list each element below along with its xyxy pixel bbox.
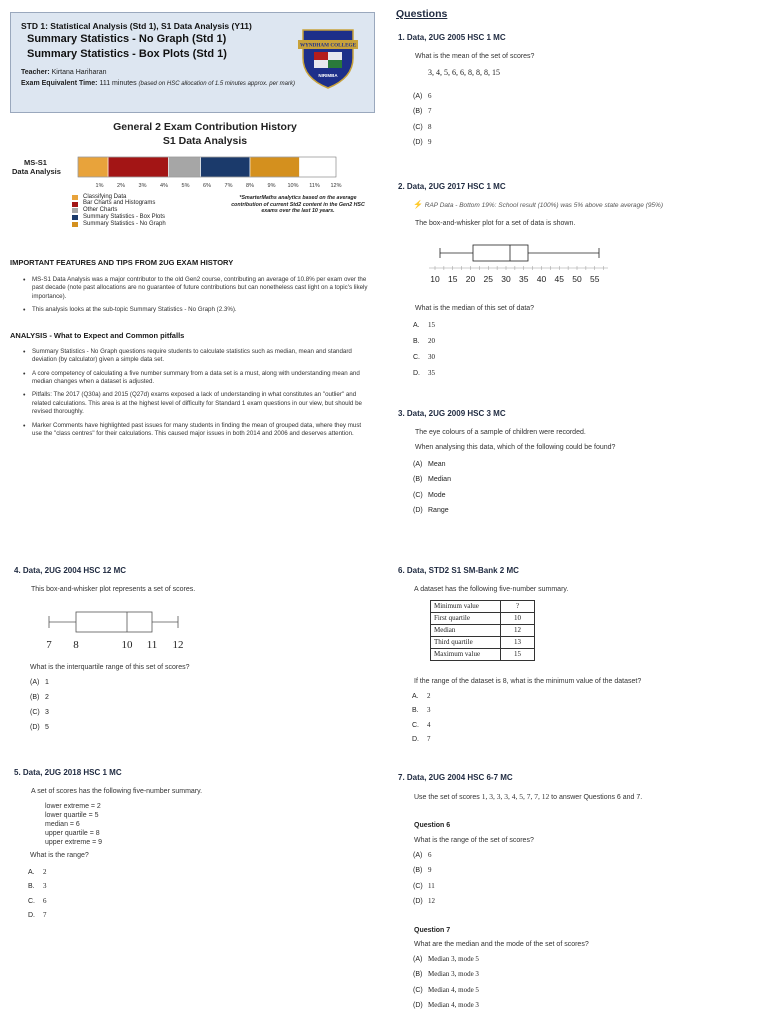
option-a[interactable]: A. 15: [413, 321, 435, 330]
exam-time-note: (based on HSC allocation of 1.5 minutes approx. per mark): [138, 80, 295, 87]
option-a[interactable]: (A) 6: [413, 91, 432, 100]
lightning-icon: ⚡: [413, 200, 423, 210]
option-c[interactable]: (C) Median 4, mode 5: [413, 985, 479, 994]
option-d[interactable]: (D) 9: [413, 138, 432, 147]
question-text: What is the median of this set of data?: [415, 305, 535, 312]
axis-label: 10: [430, 274, 440, 284]
table-row: Median 12: [431, 625, 535, 637]
question-text: If the range of the dataset is 8, what is the minimum value of the dataset?: [414, 678, 642, 686]
question-text: What is the interquartile range of this set of scores?: [30, 664, 190, 671]
axis-label: 35: [519, 274, 529, 284]
option-d[interactable]: D. 7: [412, 735, 431, 744]
score-list: 1, 3, 3, 3, 4, 5, 7, 7, 12: [481, 792, 550, 802]
sub-question-6-heading: Question 6: [414, 822, 451, 830]
question-7: [398, 773, 758, 1017]
history-tick-label: 4%: [160, 183, 168, 189]
question-prompt: What is the mean of the set of scores?: [415, 53, 535, 61]
option-c[interactable]: C. 6: [28, 896, 47, 905]
option-a[interactable]: A. 2: [28, 867, 47, 876]
legend-label: Classifying Data: [83, 193, 127, 200]
legend-swatch: [72, 208, 78, 213]
option-c[interactable]: C. 30: [413, 353, 435, 362]
legend-swatch: [72, 222, 78, 227]
axis-label: 30: [501, 274, 511, 284]
teacher-line: Teacher: Kirtana Hariharan: [21, 68, 107, 76]
option-a[interactable]: (A) 6: [413, 850, 432, 859]
features-list: [22, 276, 372, 319]
crest-text-bottom: NIRIMBA: [318, 73, 338, 78]
axis-label: 15: [448, 274, 458, 284]
table-row: Maximum value 15: [431, 649, 535, 661]
option-b[interactable]: (B) 9: [413, 866, 432, 875]
legend-label: Summary Statistics - Box Plots: [83, 213, 166, 220]
question-6: [398, 566, 758, 750]
legend-swatch: [72, 202, 78, 207]
question-4: [14, 566, 374, 594]
question-heading: 2. Data, 2UG 2017 HSC 1 MC: [398, 182, 506, 191]
question-5: [14, 768, 374, 926]
history-chart: [70, 155, 360, 199]
legend-item: [72, 221, 166, 228]
question-heading: 3. Data, 2UG 2009 HSC 3 MC: [398, 409, 506, 418]
legend-label: Other Charts: [83, 207, 118, 214]
axis-label: 12: [172, 639, 184, 651]
worksheet-title-1: Summary Statistics - No Graph (Std 1): [27, 33, 227, 46]
analysis-item: • Pitfalls: The 2017 (Q30a) and 2015 (Q27d) exams exposed a lack of understanding in what constitutes an "outlier" and related calculations. This area is at the highest level of difficulty for Standard 1 exam questions in our view, but should be revised thoroughly.: [22, 391, 372, 416]
axis-label: 55: [590, 274, 600, 284]
question-prompt: Use the set of scores 1, 3, 3, 3, 4, 5, 7, 7, 12 to answer Questions 6 and 7.: [414, 792, 643, 802]
question-heading: 6. Data, STD2 S1 SM-Bank 2 MC: [398, 566, 519, 575]
topic-line: STD 1: Statistical Analysis (Std 1), S1 Data Analysis (Y11): [21, 21, 252, 31]
history-tick-label: 3%: [138, 183, 147, 189]
axis-label: 25: [483, 274, 493, 284]
axis-label: 50: [572, 274, 582, 284]
axis-label: 40: [536, 274, 547, 284]
history-tick-label: 7%: [224, 183, 233, 189]
question-prompt: A set of scores has the following five-number summary.: [31, 788, 203, 796]
sub-question-6-text: What is the range of the set of scores?: [414, 836, 534, 844]
college-crest-icon: [298, 24, 358, 90]
options: [413, 92, 758, 154]
question-prompt: This box-and-whisker plot represents a set of scores.: [31, 586, 196, 594]
sub-question-7-heading: Question 7: [414, 926, 451, 934]
five-number-table: [430, 600, 535, 661]
legend-swatch: [72, 195, 78, 200]
history-tick-label: 8%: [246, 183, 254, 189]
question-line-1: The eye colours of a sample of children were recorded.: [415, 429, 586, 437]
history-bar-segment: [168, 157, 200, 177]
option-c[interactable]: (C) 11: [413, 881, 435, 890]
history-tick-label: 12%: [330, 183, 342, 189]
history-bar-segment: [250, 157, 299, 177]
option-d[interactable]: D. 7: [28, 911, 47, 920]
legend-swatch: [72, 215, 78, 220]
history-tick-label: 10%: [287, 183, 299, 189]
question-text: What is the range?: [30, 852, 89, 860]
history-tick-label: 6%: [203, 183, 211, 189]
five-number-summary: lower extreme = 2 lower quartile = 5 median = 6 upper quartile = 8 upper extreme = 9: [45, 803, 103, 846]
legend-label: Summary Statistics - No Graph: [83, 220, 166, 227]
questions-heading: Questions: [396, 8, 448, 20]
features-item: • MS-S1 Data Analysis was a major contributor to the old Gen2 course, contributing an average of 10.8% per exam over the past decade (note past allocations are no guarantee of future contributions but can nonetheless cast light on a topic's likely importance).: [22, 276, 372, 301]
table-row: Third quartile 13: [431, 637, 535, 649]
worksheet-title-2: Summary Statistics - Box Plots (Std 1): [27, 47, 227, 60]
question-heading: 1. Data, 2UG 2005 HSC 1 MC: [398, 33, 506, 42]
history-bar-segment: [108, 157, 168, 177]
analysis-item: • Marker Comments have highlighted past issues for many students in finding the mean of grouped data, where they must use the "class centres" for their calculations. This caused major issues in both 2014 and 2006 and deserves attention.: [22, 422, 372, 439]
history-legend: [72, 194, 166, 228]
question-prompt: A dataset has the following five-number summary.: [414, 586, 569, 594]
option-b[interactable]: B. 3: [28, 882, 47, 891]
table-row: Minimum value ?: [431, 601, 535, 613]
question-heading: 4. Data, 2UG 2004 HSC 12 MC: [14, 566, 127, 575]
analysis-list: [22, 348, 372, 443]
option-c[interactable]: C. 4: [412, 720, 431, 729]
option-b[interactable]: (B) 7: [413, 107, 432, 116]
option-b[interactable]: B. 3: [412, 706, 431, 715]
question-4-options: [30, 663, 370, 738]
exam-time: 111 minutes: [99, 79, 137, 87]
question-3: [398, 409, 758, 522]
history-note: *SmarterMaths analytics based on the average contribution of current Std2 content in the Gen2 HSC exams over the last 10 years.: [231, 195, 365, 215]
option-a[interactable]: (A) Mean: [413, 460, 446, 468]
option-b[interactable]: B. 20: [413, 337, 435, 346]
history-tick-label: 1%: [95, 183, 104, 189]
axis-label: 45: [554, 274, 564, 284]
option-c[interactable]: (C) 8: [413, 122, 432, 131]
legend-label: Bar Charts and Histograms: [83, 200, 156, 207]
option-c[interactable]: (C) Mode: [413, 491, 446, 499]
analysis-item: • Summary Statistics - No Graph questions require students to calculate statistics such as median, mean and standard deviation (by calculator) given a simple data set.: [22, 348, 372, 365]
history-tick-label: 9%: [267, 183, 276, 189]
teacher-name: Kirtana Hariharan: [51, 68, 107, 76]
option-d[interactable]: (D) 12: [413, 897, 435, 906]
option-a[interactable]: A. 2: [412, 691, 431, 700]
history-row-label: MS-S1 Data Analysis: [12, 158, 61, 176]
question-2-options: [413, 304, 753, 385]
option-a[interactable]: (A) 1: [30, 679, 49, 687]
features-item: • This analysis looks at the sub-topic Summary Statistics - No Graph (2.3%).: [22, 306, 372, 314]
question-prompt: The box-and-whisker plot for a set of data is shown.: [415, 219, 576, 227]
score-list: 3, 4, 5, 6, 6, 8, 8, 8, 15: [428, 68, 500, 78]
axis-label: 7: [46, 639, 52, 651]
axis-label: 20: [465, 274, 476, 284]
table-row: First quartile 10: [431, 613, 535, 625]
option-d[interactable]: (D) 5: [30, 724, 49, 732]
option-d[interactable]: (D) Range: [413, 507, 449, 515]
history-bar-segment: [201, 157, 250, 177]
question-2: [398, 182, 758, 228]
features-heading: IMPORTANT FEATURES AND TIPS FROM 2UG EXAM HISTORY: [10, 258, 234, 267]
rap-data: ⚡ RAP Data - Bottom 19%: School result (100%) was 5% above state average (95%): [413, 200, 663, 210]
history-bar-segment: [78, 157, 108, 177]
question-line-2: When analysing this data, which of the following could be found?: [415, 444, 616, 452]
option-d[interactable]: D. 35: [413, 369, 435, 378]
sub-question-7-text: What are the median and the mode of the set of scores?: [414, 940, 589, 948]
history-chart-title: General 2 Exam Contribution History S1 Data Analysis: [113, 121, 297, 147]
option-b[interactable]: (B) Median 3, mode 3: [413, 970, 479, 979]
exam-time-line: Exam Equivalent Time: 111 minutes (based on HSC allocation of 1.5 minutes approx. per mark): [21, 79, 295, 87]
analysis-item: • A core competency of calculating a five number summary from a data set is a must, along with understanding mean and median changes when a dataset is adjusted.: [22, 370, 372, 387]
question-heading: 5. Data, 2UG 2018 HSC 1 MC: [14, 768, 122, 777]
question-heading: 7. Data, 2UG 2004 HSC 6-7 MC: [398, 773, 513, 782]
crest-text-top: WYNDHAM COLLEGE: [299, 42, 357, 49]
option-b[interactable]: (B) 2: [30, 694, 49, 702]
question-1: [398, 33, 758, 154]
option-a[interactable]: (A) Median 3, mode 5: [413, 954, 479, 963]
analysis-heading: ANALYSIS - What to Expect and Common pitfalls: [10, 331, 185, 340]
axis-label: 10: [121, 639, 133, 651]
history-tick-label: 11%: [309, 183, 320, 189]
box-plot-q4: [38, 606, 198, 652]
option-c[interactable]: (C) 3: [30, 709, 49, 717]
option-b[interactable]: (B) Median: [413, 476, 451, 484]
history-tick-label: 5%: [181, 183, 190, 189]
axis-label: 8: [73, 639, 79, 651]
option-d[interactable]: (D) Median 4, mode 3: [413, 1001, 479, 1010]
box-plot-q2: [425, 240, 615, 286]
axis-label: 11: [146, 639, 158, 651]
history-tick-label: 2%: [117, 183, 125, 189]
